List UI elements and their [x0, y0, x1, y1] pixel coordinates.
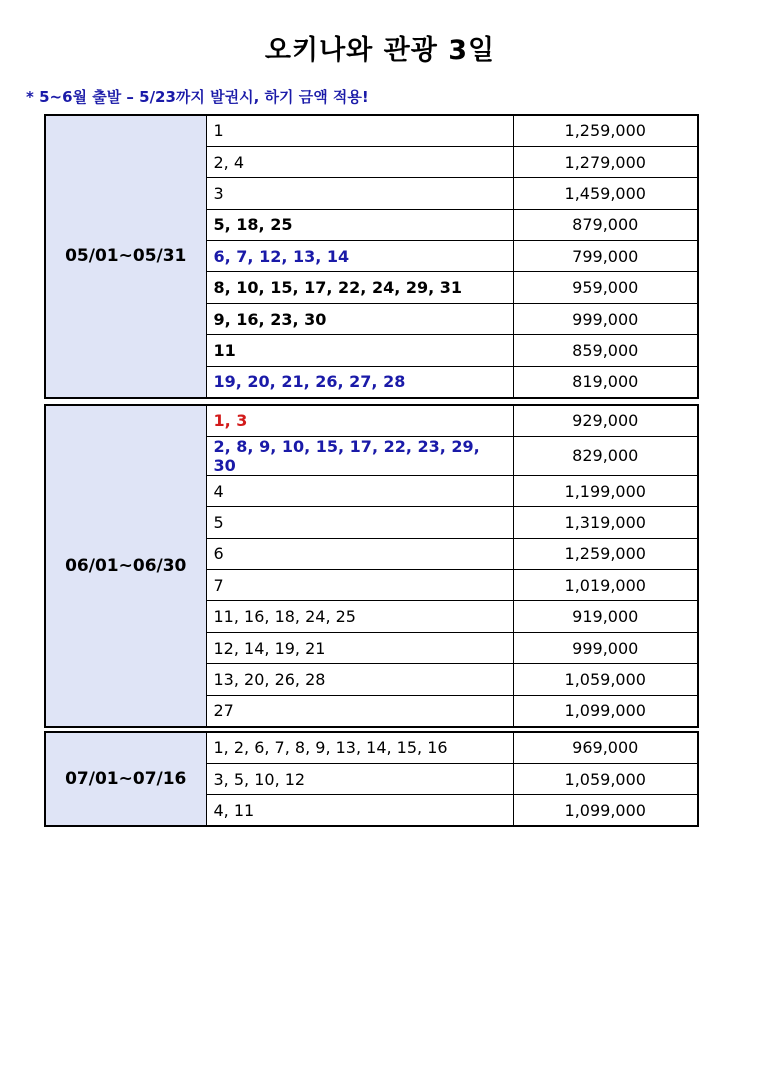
price-cell: 919,000 — [513, 601, 698, 632]
departure-dates-cell: 27 — [206, 695, 513, 726]
departure-dates-cell: 3, 5, 10, 12 — [206, 763, 513, 794]
price-cell: 969,000 — [513, 732, 698, 763]
price-cell: 819,000 — [513, 366, 698, 397]
price-cell: 999,000 — [513, 303, 698, 334]
departure-dates-cell: 6 — [206, 538, 513, 569]
price-cell: 1,259,000 — [513, 115, 698, 146]
price-cell: 799,000 — [513, 241, 698, 272]
departure-dates-cell: 7 — [206, 570, 513, 601]
price-cell: 1,319,000 — [513, 507, 698, 538]
departure-dates-cell: 1, 3 — [206, 405, 513, 436]
price-cell: 1,199,000 — [513, 475, 698, 506]
departure-dates-cell: 13, 20, 26, 28 — [206, 664, 513, 695]
price-cell: 1,019,000 — [513, 570, 698, 601]
departure-dates-cell: 12, 14, 19, 21 — [206, 632, 513, 663]
price-cell: 1,099,000 — [513, 795, 698, 826]
departure-dates-cell: 2, 4 — [206, 146, 513, 177]
period-cell: 05/01~05/31 — [45, 115, 206, 398]
price-cell: 1,459,000 — [513, 178, 698, 209]
price-cell: 929,000 — [513, 405, 698, 436]
departure-dates-cell: 5 — [206, 507, 513, 538]
price-table-july — [44, 731, 699, 827]
departure-dates-cell: 4 — [206, 475, 513, 506]
price-cell: 1,279,000 — [513, 146, 698, 177]
price-cell: 959,000 — [513, 272, 698, 303]
departure-dates-cell: 19, 20, 21, 26, 27, 28 — [206, 366, 513, 397]
period-cell: 07/01~07/16 — [45, 732, 206, 826]
departure-dates-cell: 8, 10, 15, 17, 22, 24, 29, 31 — [206, 272, 513, 303]
price-cell: 859,000 — [513, 335, 698, 366]
booking-note: * 5~6월 출발 – 5/23까지 발권시, 하기 금액 적용! — [26, 88, 369, 106]
table-row — [45, 115, 698, 146]
price-cell: 999,000 — [513, 632, 698, 663]
table-row — [45, 732, 698, 763]
departure-dates-cell: 5, 18, 25 — [206, 209, 513, 240]
departure-dates-cell: 1 — [206, 115, 513, 146]
page-title: 오키나와 관광 3일 — [264, 35, 496, 66]
price-cell: 1,059,000 — [513, 763, 698, 794]
departure-dates-cell: 11, 16, 18, 24, 25 — [206, 601, 513, 632]
departure-dates-cell: 3 — [206, 178, 513, 209]
period-cell: 06/01~06/30 — [45, 405, 206, 727]
departure-dates-cell: 9, 16, 23, 30 — [206, 303, 513, 334]
price-cell: 829,000 — [513, 436, 698, 475]
departure-dates-cell: 4, 11 — [206, 795, 513, 826]
price-cell: 1,259,000 — [513, 538, 698, 569]
price-table-june — [44, 404, 699, 728]
price-cell: 1,099,000 — [513, 695, 698, 726]
departure-dates-cell: 6, 7, 12, 13, 14 — [206, 241, 513, 272]
price-cell: 879,000 — [513, 209, 698, 240]
price-table-may — [44, 114, 699, 399]
departure-dates-cell: 11 — [206, 335, 513, 366]
table-row — [45, 405, 698, 436]
price-cell: 1,059,000 — [513, 664, 698, 695]
departure-dates-cell: 2, 8, 9, 10, 15, 17, 22, 23, 29, 30 — [206, 436, 513, 475]
departure-dates-cell: 1, 2, 6, 7, 8, 9, 13, 14, 15, 16 — [206, 732, 513, 763]
